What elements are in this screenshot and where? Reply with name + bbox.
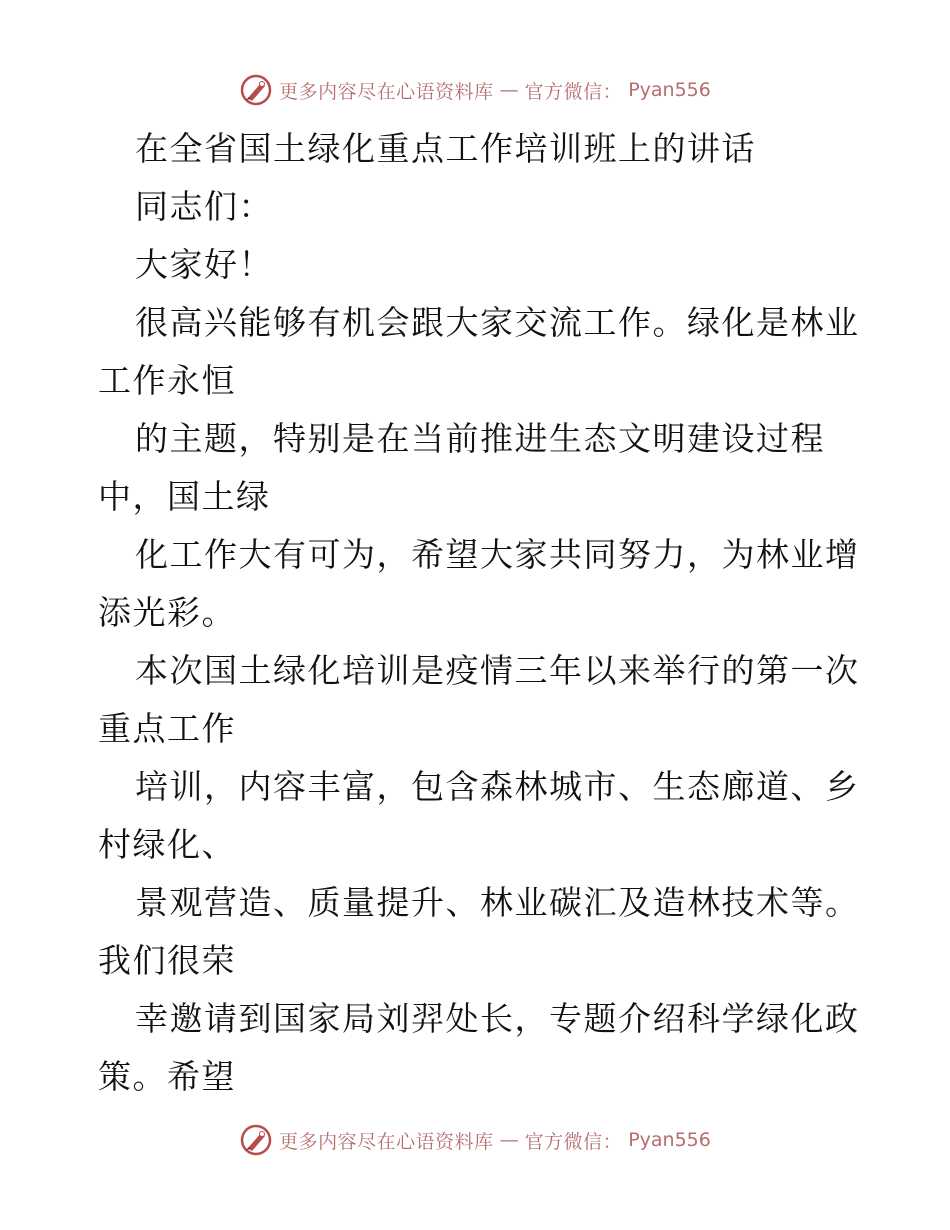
text-line: 很高兴能够有机会跟大家交流工作。绿化是林业 xyxy=(135,303,860,342)
header-banner xyxy=(0,70,950,110)
text-line: 中，国土绿 xyxy=(98,477,271,516)
banner-text: 更多内容尽在心语资料库 xyxy=(279,80,494,103)
pen-logo-icon xyxy=(239,73,273,107)
banner-text: 更多内容尽在心语资料库 xyxy=(279,1130,494,1153)
text-line: 策。希望 xyxy=(98,1057,236,1096)
text-line: 我们很荣 xyxy=(98,941,236,980)
banner-wechat-label: 官方微信： xyxy=(524,1130,623,1153)
greeting: 大家好！ xyxy=(135,245,273,284)
text-line: 工作永恒 xyxy=(98,361,236,400)
text-line: 的主题，特别是在当前推进生态文明建设过程 xyxy=(135,419,825,458)
salutation: 同志们： xyxy=(135,187,273,226)
text-line: 添光彩。 xyxy=(98,593,236,632)
document-body xyxy=(98,120,858,1106)
banner-separator: — xyxy=(499,79,519,101)
banner-wechat-id: Pyan556 xyxy=(628,79,711,101)
text-line: 培训，内容丰富，包含森林城市、生态廊道、乡 xyxy=(135,767,860,806)
pen-logo-icon xyxy=(239,1123,273,1157)
banner-wechat-label: 官方微信： xyxy=(524,80,623,103)
banner-wechat-id: Pyan556 xyxy=(628,1129,711,1151)
text-line: 幸邀请到国家局刘羿处长，专题介绍科学绿化政 xyxy=(135,999,860,1038)
text-line: 重点工作 xyxy=(98,709,236,748)
text-line: 景观营造、质量提升、林业碳汇及造林技术等。 xyxy=(135,883,860,922)
text-line: 本次国土绿化培训是疫情三年以来举行的第一次 xyxy=(135,651,860,690)
text-line: 村绿化、 xyxy=(98,825,236,864)
text-line: 化工作大有可为，希望大家共同努力，为林业增 xyxy=(135,535,860,574)
banner-separator: — xyxy=(499,1129,519,1151)
footer-banner xyxy=(0,1120,950,1160)
document-title: 在全省国土绿化重点工作培训班上的讲话 xyxy=(135,129,756,168)
